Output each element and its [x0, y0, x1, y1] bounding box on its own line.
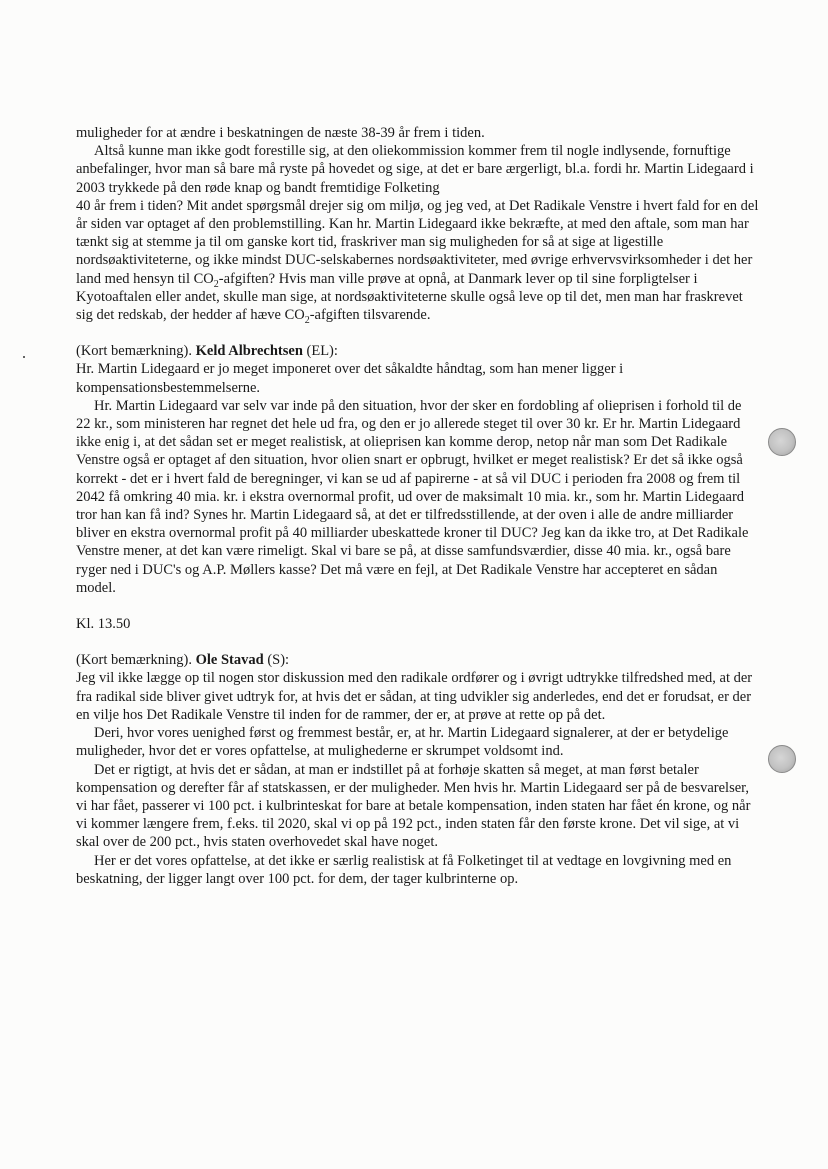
- binder-hole-upper: [768, 428, 796, 456]
- speaker-heading: (Kort bemærkning). Keld Albrechtsen (EL):: [76, 343, 338, 360]
- speaker-heading: (Kort bemærkning). Ole Stavad (S):: [76, 652, 290, 669]
- document-page: [76, 124, 760, 888]
- paragraph: Det er rigtigt, at hvis det er sådan, at man er indstillet på at forhøje skatten så meget, at man først betaler kompensation og derefter får af statskassen, er der muligheder. Men hvis hr. Martin Lidegaard ser på de besvarelser, vi har fået, passerer vi 100 pct. i kulbrinteskat for bare at betale kompensation, inden staten har fået én krone, og når vi kommer længere frem, f.eks. til 2020, skal vi op på 192 pct., inden staten får den første krone. Det vil sige, at vi skal over de 200 pct., hvis staten overhovedet skal have noget.: [76, 761, 751, 851]
- timestamp: Kl. 13.50: [76, 616, 131, 633]
- paragraph: Hr. Martin Lidegaard var selv var inde på den situation, hvor der sker en fordobling af olieprisen i forhold til de: [94, 397, 742, 414]
- paragraph: Jeg vil ikke lægge op til nogen stor diskussion med den radikale ordfører og i øvrigt udtrykke tilfredshed med, at der fra radikal side bliver givet udtryk for, at hvis det er sådan, at ting udvikler sig anderledes, end det er forudsat, er der en vilje hos Det Radikale Venstre til inden for de rammer, der er, at prøve at rette op på det.: [76, 670, 753, 723]
- paragraph: Deri, hvor vores uenighed først og fremmest består, er, at hr. Martin Lidegaard signalerer, at der er betydelige muligheder, hvor det er vores opfattelse, at mulighederne er skrumpet voldsomt ind.: [76, 725, 729, 760]
- scan-speck: [23, 356, 25, 358]
- paragraph: Her er det vores opfattelse, at det ikke er særlig realistisk at få Folketinget til at vedtage en lovgivning med en beskatning, der ligger langt over 100 pct. for dem, der tager kulbrinterne op.: [76, 852, 732, 887]
- binder-hole-lower: [768, 745, 796, 773]
- speaker-name: Keld Albrechtsen: [195, 343, 303, 360]
- speaker-name: Ole Stavad: [195, 652, 264, 669]
- paragraph: Altså kunne man ikke godt forestille sig, at den oliekommission kommer frem til nogle indlysende, fornuftige anbefalinger, hvor man så bare må ryste på hovedet og sige, at det er bare ærgerligt, bl.a. fordi hr. Martin Lidegaard i 2003 trykkede på den røde knap og bandt fremtidige Folketing: [76, 143, 754, 196]
- paragraph: 22 kr., som ministeren har regnet det hele ud fra, og den er jo allerede steget til over 30 kr. Er hr. Martin Lidegaard ikke enig i, at det sådan set er meget realistisk, at olieprisen kan komme derop, netop når man som Det Radikale Venstre også er optaget af den situation, hvor olien snart er opbrugt, hvilket er meget realistisk? Er det så ikke også korrekt - det er i hvert fald de beregninger, vi kan se ud af papirerne - at så vil DUC i perioden fra 2008 og frem til 2042 få omkring 40 mia. kr. i ekstra overnormal profit, ud over de maksimalt 10 mia. kr., som hr. Martin Lidegaard tror han kan få ind? Synes hr. Martin Lidegaard så, at det er tilfredsstillende, at der oven i alle de andre milliarder bliver en ekstra overnormal profit på 40 milliarder ubeskattede kroner til DUC? Jeg kan da ikke tro, at Det Radikale Venstre mener, at det kan være rimeligt. Skal vi bare se på, at disse samfundsværdier, disse 40 mia. kr., også bare ryger ned i DUC's og A.P. Møllers kasse? Det må være en fejl, at Det Radikale Venstre har accepteret en sådan model.: [76, 416, 749, 596]
- paragraph: 40 år frem i tiden? Mit andet spørgsmål drejer sig om miljø, og jeg ved, at Det Radikale Venstre i hvert fald for en del år siden var optaget af den problemstilling. Kan hr. Martin Lidegaard ikke bekræfte, at med den aftale, som man har tænkt sig at stemme ja til om ganske kort tid, fraskriver man sig muligheden for så at sige at ligestille nordsøaktiviteterne, og ikke mindst DUC-selskabernes nordsøaktiviteter, med øvrige erhvervsvirksomheder i det her land med hensyn til $CO_2$-afgiften? Hvis man ville prøve at opnå, at Danmark lever op til sine forpligtelser i Kyotoaftalen eller andet, skulle man sige, at nordsøaktiviteterne skulle også leve op til det, men man har fraskrevet sig det redskab, der hedder af hæve $CO_2$-afgiften tilsvarende.: [76, 197, 759, 326]
- paragraph: muligheder for at ændre i beskatningen de næste 38-39 år frem i tiden.: [76, 125, 485, 141]
- paragraph: Hr. Martin Lidegaard er jo meget imponeret over det såkaldte håndtag, som han mener ligger i kompensationsbestemmelserne.: [76, 361, 624, 396]
